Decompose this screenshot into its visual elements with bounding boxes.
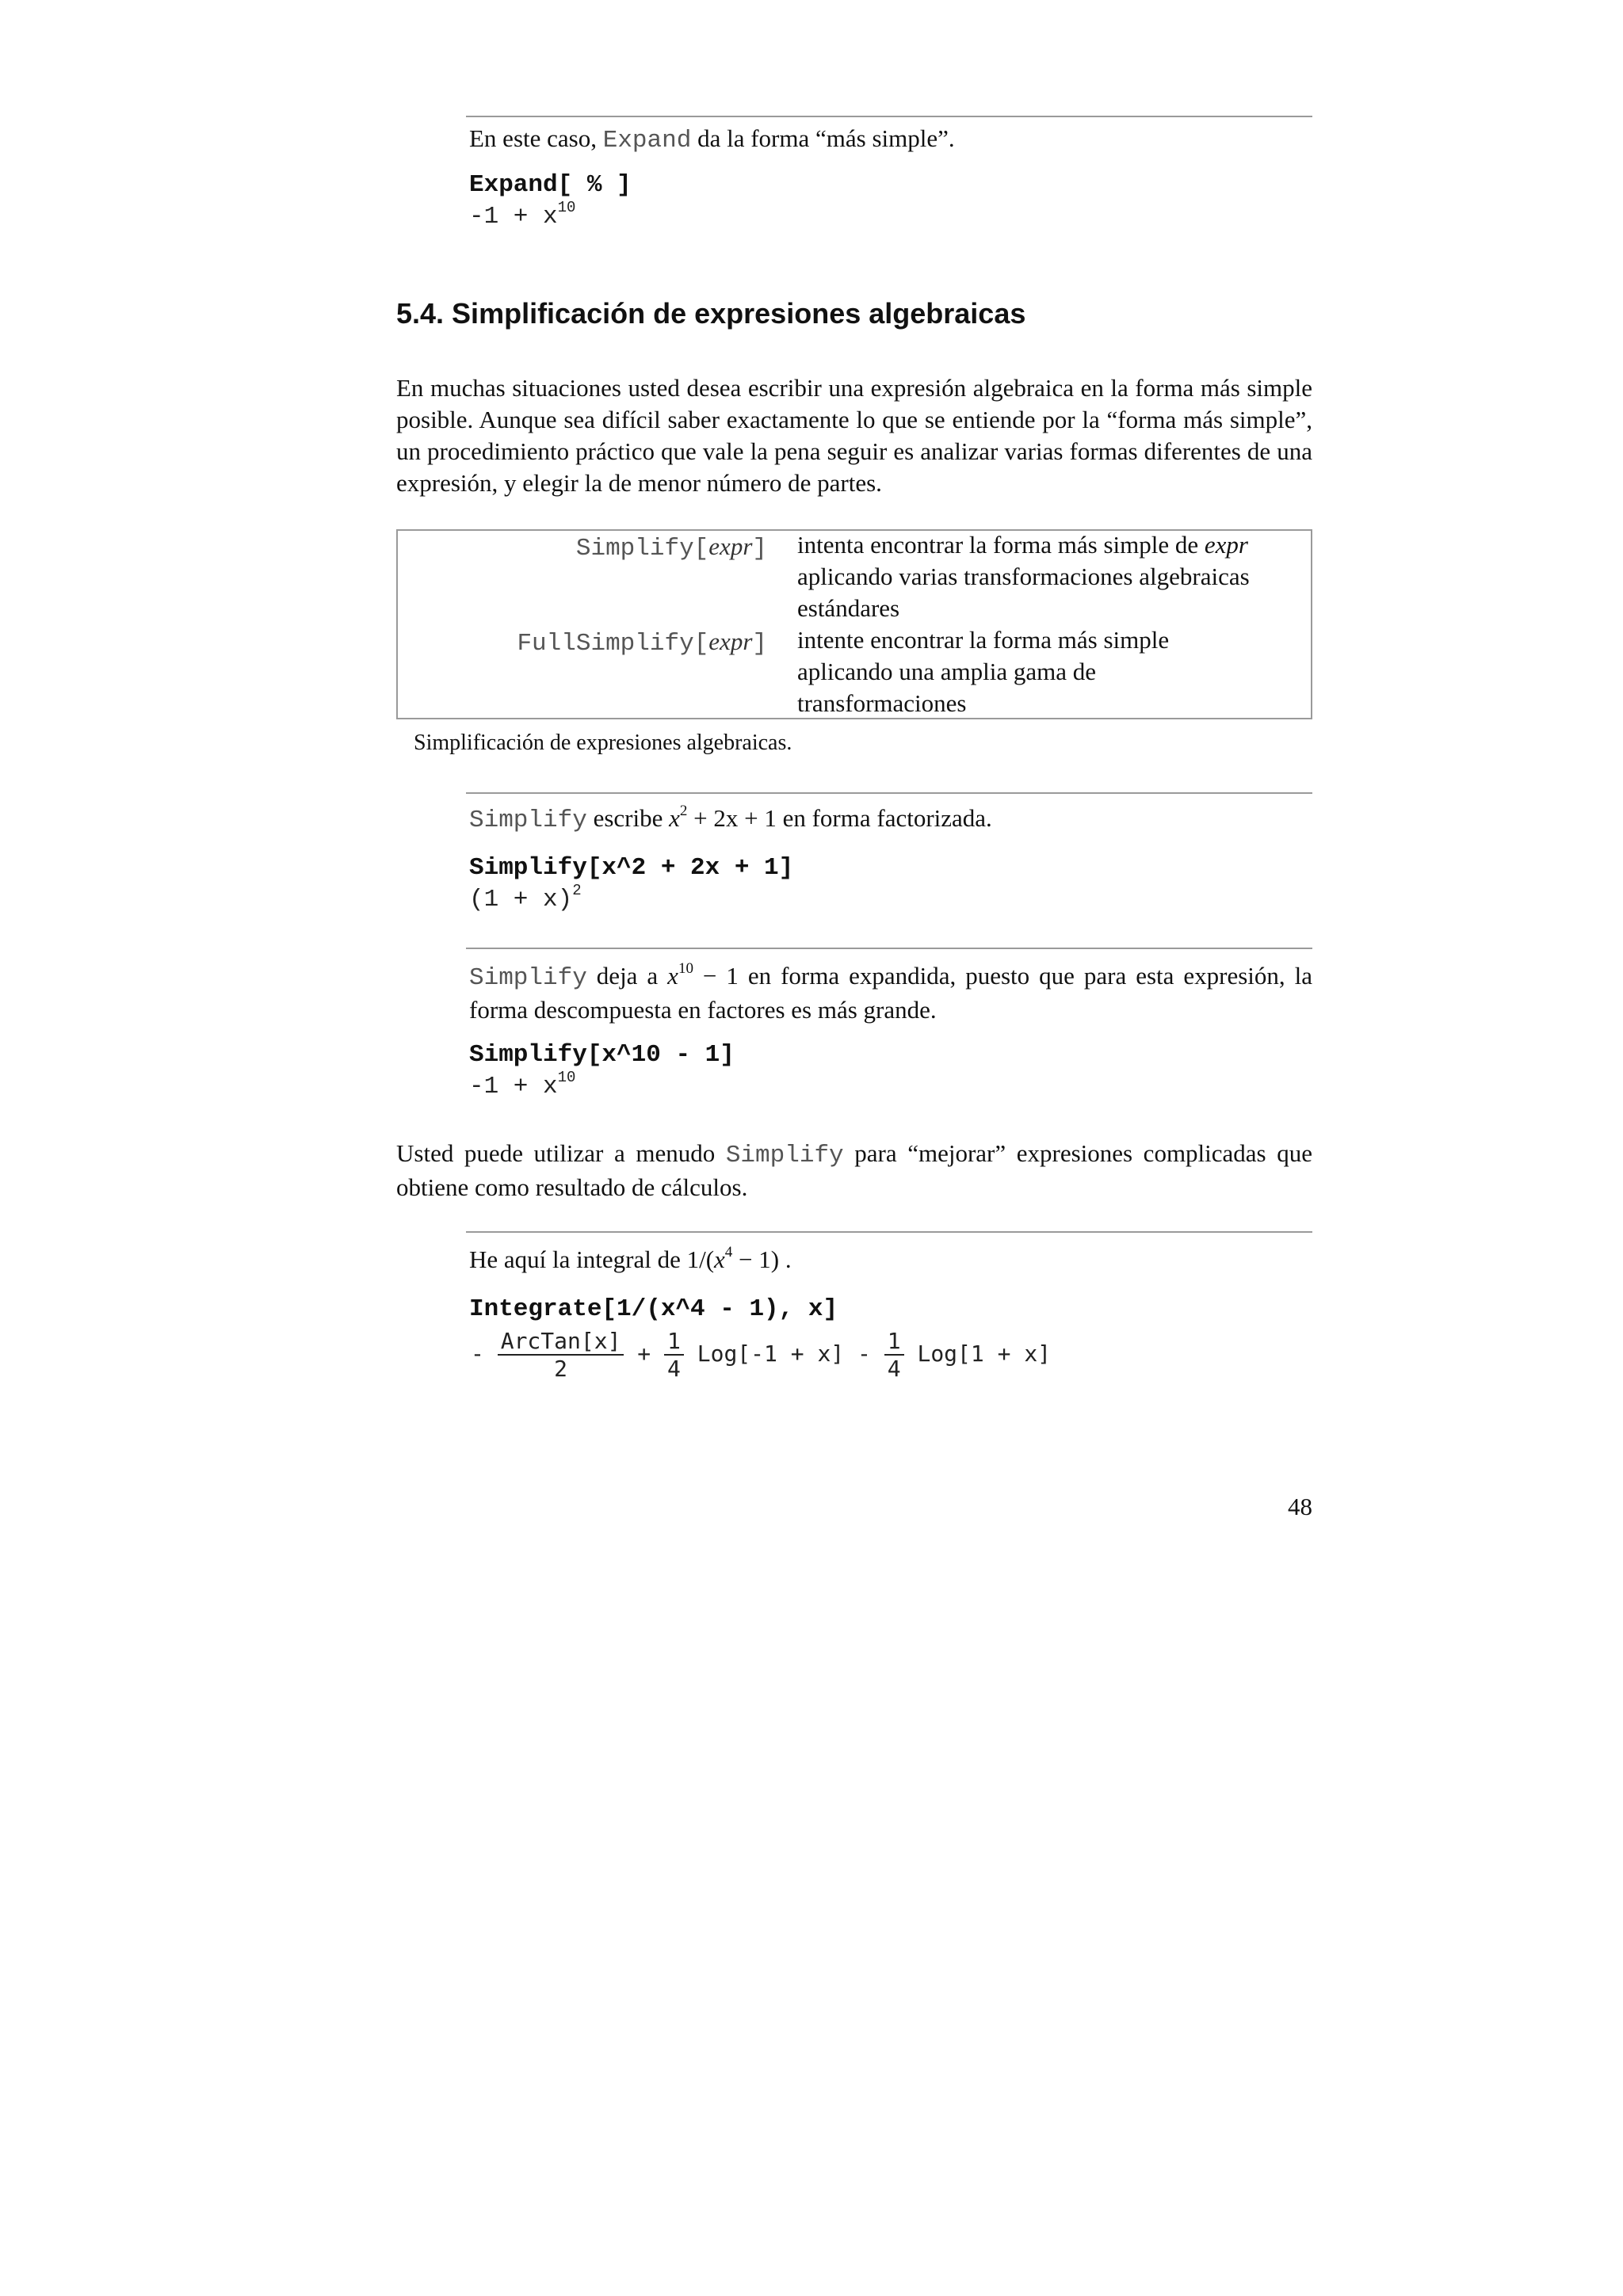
example-description: He aquí la integral de $1/(x^4 - 1)$ . xyxy=(469,1244,792,1273)
input-cell: Integrate[1/(x^4 - 1), x] xyxy=(469,1295,838,1323)
table-func-simplify: Simplify[expr] xyxy=(575,532,767,563)
table-func-fullsimplify: FullSimplify[expr] xyxy=(517,627,767,658)
fraction: $\frac{1}{4}$ xyxy=(664,1328,684,1382)
fraction: $\frac{\text{ArcTan[x]}}{2}$ xyxy=(498,1328,624,1382)
output-cell: $(1 + x)^2$ xyxy=(469,882,582,913)
divider xyxy=(466,948,1312,949)
section-heading: 5.4. Simplificación de expresiones algebraicas xyxy=(396,297,1026,330)
minus-sign: - xyxy=(471,1341,484,1367)
input-cell: Simplify[x^10 - 1] xyxy=(469,1041,735,1069)
table-desc-simplify: intenta encontrar la forma más simple de expr aplicando varias transformaciones algebraicas estándares xyxy=(797,531,1250,622)
output-cell-integral: - $\frac{\text{ArcTan[x]}}{2}$ + $\frac{1}{4}$ Log[-1 + x] - $\frac{1}{4}$ Log[1 + x] xyxy=(471,1328,1052,1382)
example-description: En este caso, Expand da la forma “más simple”. xyxy=(469,124,955,154)
example-description: Simplify escribe $x^2 + 2x + 1$ en forma factorizada. xyxy=(469,803,992,834)
body-paragraph: Usted puede utilizar a menudo Simplify para “mejorar” expresiones complicadas que obtiene como resultado de cálculos. xyxy=(396,1139,1312,1201)
divider xyxy=(466,792,1312,794)
table-caption: Simplificación de expresiones algebraicas. xyxy=(414,730,792,755)
output-cell: $-1 + x^{10}$ xyxy=(469,199,576,231)
divider xyxy=(466,1231,1312,1233)
output-cell: $-1 + x^{10}$ xyxy=(469,1069,576,1100)
section-paragraph: En muchas situaciones usted desea escribir una expresión algebraica en la forma más simple posible. Aunque sea difícil saber exactamente lo que se entiende por la “forma más simple”, un procedimiento práctico que vale la pena seguir es analizar varias formas diferentes de una expresión, y elegir la de menor número de partes. xyxy=(396,374,1312,497)
page-number: 48 xyxy=(1288,1493,1312,1520)
table-desc-fullsimplify: intente encontrar la forma más simple aplicando una amplia gama de transformaciones xyxy=(797,626,1170,717)
divider xyxy=(466,116,1312,117)
input-cell: Simplify[x^2 + 2x + 1] xyxy=(469,854,794,882)
fraction: $\frac{1}{4}$ xyxy=(884,1328,904,1382)
input-cell: Expand[ % ] xyxy=(469,171,632,199)
example-description: Simplify deja a $x^{10} - 1$ en forma expandida, puesto que para esta expresión, la forma descompuesta en factores es más grande. xyxy=(469,960,1313,1024)
